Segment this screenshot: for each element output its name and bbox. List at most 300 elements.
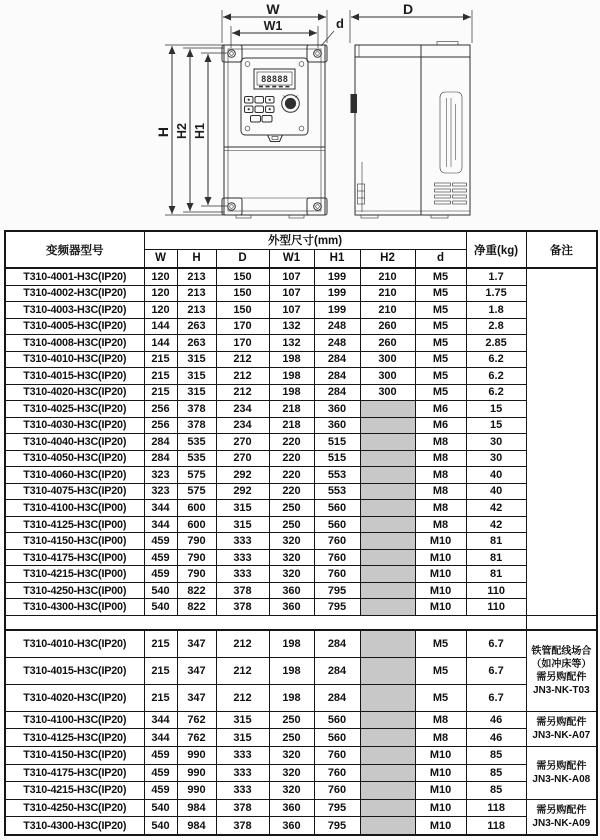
dim-cell: 150: [216, 285, 269, 302]
dim-cell: 320: [269, 746, 314, 764]
dim-cell: 378: [216, 582, 269, 599]
dim-cell: 560: [314, 500, 360, 517]
table-row: [5, 467, 597, 484]
dim-cell: M5: [415, 685, 466, 712]
dim-cell: 575: [177, 483, 216, 500]
dim-cell: 360: [269, 799, 314, 817]
table-row: [5, 764, 597, 782]
model-cell: T310-4008-H3C(IP20): [5, 335, 144, 352]
model-cell: T310-4150-H3C(IP20): [5, 746, 144, 764]
dim-cell: M8: [415, 500, 466, 517]
dim-cell: 110: [466, 599, 526, 616]
table-row: [5, 268, 597, 285]
dim-cell: 46: [466, 729, 526, 747]
model-cell: T310-4002-H3C(IP20): [5, 285, 144, 302]
table-row: [5, 335, 597, 352]
model-cell: T310-4125-H3C(IP00): [5, 516, 144, 533]
mount-tab: [307, 45, 327, 62]
table-row: [5, 549, 597, 566]
dim-cell: [360, 799, 415, 817]
dim-cell: 46: [466, 711, 526, 729]
dim-cell: 760: [314, 746, 360, 764]
dim-cell: 250: [269, 711, 314, 729]
dim-cell: 120: [144, 268, 177, 285]
dimension-table: [4, 230, 598, 836]
model-cell: T310-4010-H3C(IP20): [5, 351, 144, 368]
dim-cell: 333: [216, 764, 269, 782]
dim-cell: [360, 450, 415, 467]
dim-cell: [360, 630, 415, 657]
dim-cell: 220: [269, 467, 314, 484]
dim-cell: M10: [415, 817, 466, 835]
dim-cell: M8: [415, 450, 466, 467]
dim-cell: [360, 817, 415, 835]
model-cell: T310-4003-H3C(IP20): [5, 302, 144, 319]
dim-cell: M5: [415, 384, 466, 401]
model-cell: T310-4040-H3C(IP20): [5, 434, 144, 451]
dim-cell: 459: [144, 782, 177, 800]
dim-cell: [360, 401, 415, 418]
dim-cell: 212: [216, 630, 269, 657]
dim-cell: 270: [216, 434, 269, 451]
dim-cell: 150: [216, 302, 269, 319]
model-cell: T310-4125-H3C(IP20): [5, 729, 144, 747]
table-row: [5, 351, 597, 368]
dim-cell: 459: [144, 533, 177, 550]
mount-tab: [222, 198, 242, 215]
mount-tab: [307, 198, 327, 215]
dim-cell: 333: [216, 549, 269, 566]
dim-cell: 540: [144, 582, 177, 599]
dim-cell: 360: [314, 417, 360, 434]
dim-cell: M6: [415, 417, 466, 434]
dim-cell: [360, 417, 415, 434]
dim-cell: [360, 764, 415, 782]
dim-cell: 81: [466, 533, 526, 550]
dim-cell: 575: [177, 467, 216, 484]
model-cell: T310-4025-H3C(IP20): [5, 401, 144, 418]
model-cell: T310-4250-H3C(IP00): [5, 582, 144, 599]
dim-cell: M8: [415, 434, 466, 451]
dim-cell: 220: [269, 450, 314, 467]
terminal-block: [351, 94, 358, 113]
dim-cell: 760: [314, 782, 360, 800]
dim-cell: 248: [314, 335, 360, 352]
table-row: [5, 566, 597, 583]
model-cell: T310-4100-H3C(IP20): [5, 711, 144, 729]
dim-cell: 198: [269, 630, 314, 657]
model-cell: T310-4005-H3C(IP20): [5, 318, 144, 335]
dim-cell: 344: [144, 516, 177, 533]
dim-cell: 212: [216, 685, 269, 712]
dim-cell: M8: [415, 729, 466, 747]
dim-cell: 256: [144, 401, 177, 418]
dim-cell: 234: [216, 417, 269, 434]
dim-cell: 378: [177, 401, 216, 418]
dim-cell: 990: [177, 746, 216, 764]
dim-cell: 6.2: [466, 384, 526, 401]
table-row: [5, 711, 597, 729]
model-cell: T310-4075-H3C(IP20): [5, 483, 144, 500]
dim-cell: 822: [177, 582, 216, 599]
dim-cell: M8: [415, 516, 466, 533]
dim-cell: 15: [466, 401, 526, 418]
dim-cell: 2.85: [466, 335, 526, 352]
dim-cell: 360: [269, 599, 314, 616]
dim-cell: 760: [314, 533, 360, 550]
dim-cell: 132: [269, 335, 314, 352]
model-cell: T310-4020-H3C(IP20): [5, 685, 144, 712]
dimension-table-body: [5, 268, 597, 835]
table-row: [5, 599, 597, 616]
dim-cell: [360, 729, 415, 747]
dim-cell: M10: [415, 599, 466, 616]
dim-cell: 790: [177, 566, 216, 583]
dim-cell: M10: [415, 799, 466, 817]
dim-cell: 81: [466, 566, 526, 583]
dim-cell: 215: [144, 658, 177, 685]
header-col-d: D: [216, 249, 269, 268]
dim-cell: 220: [269, 483, 314, 500]
dim-cell: 990: [177, 782, 216, 800]
dim-cell: 199: [314, 268, 360, 285]
dim-cell: 795: [314, 799, 360, 817]
dim-cell: 212: [216, 368, 269, 385]
table-row: [5, 318, 597, 335]
dim-cell: 535: [177, 434, 216, 451]
dim-cell: 6.7: [466, 658, 526, 685]
dim-cell: 198: [269, 384, 314, 401]
dim-cell: M10: [415, 533, 466, 550]
table-row: [5, 384, 597, 401]
dim-cell: 170: [216, 318, 269, 335]
dim-cell: 234: [216, 401, 269, 418]
dim-cell: 378: [216, 817, 269, 835]
header-col-h2: H2: [360, 249, 415, 268]
table-row: [5, 746, 597, 764]
table-row: [5, 533, 597, 550]
dim-cell: 270: [216, 450, 269, 467]
header-model: 变频器型号: [5, 231, 144, 268]
dim-cell: 6.7: [466, 630, 526, 657]
dim-cell: 760: [314, 549, 360, 566]
dim-cell: 110: [466, 582, 526, 599]
potentiometer-knob: [282, 95, 300, 113]
table-row: [5, 285, 597, 302]
dim-cell: 795: [314, 582, 360, 599]
dim-cell: [360, 782, 415, 800]
model-cell: T310-4250-H3C(IP20): [5, 799, 144, 817]
dim-cell: [360, 516, 415, 533]
model-cell: T310-4015-H3C(IP20): [5, 368, 144, 385]
model-cell: T310-4001-H3C(IP20): [5, 268, 144, 285]
dim-cell: 459: [144, 566, 177, 583]
table-row: [5, 368, 597, 385]
dim-cell: M5: [415, 368, 466, 385]
dim-cell: 459: [144, 764, 177, 782]
dim-label-d-hole: d: [336, 16, 344, 31]
dim-cell: [360, 685, 415, 712]
dim-cell: 6.2: [466, 368, 526, 385]
dim-label-w: W: [266, 1, 280, 17]
dim-cell: 540: [144, 799, 177, 817]
dim-cell: 199: [314, 302, 360, 319]
dim-cell: M5: [415, 335, 466, 352]
model-cell: T310-4215-H3C(IP20): [5, 782, 144, 800]
dim-cell: 212: [216, 351, 269, 368]
dim-cell: 40: [466, 483, 526, 500]
dim-cell: 256: [144, 417, 177, 434]
model-cell: T310-4300-H3C(IP00): [5, 599, 144, 616]
dim-label-h1: H1: [193, 123, 207, 139]
dim-cell: 762: [177, 711, 216, 729]
dim-cell: [360, 533, 415, 550]
dim-cell: 215: [144, 368, 177, 385]
dim-cell: 323: [144, 483, 177, 500]
dim-cell: [360, 711, 415, 729]
dim-cell: [360, 566, 415, 583]
dim-cell: 284: [144, 450, 177, 467]
dim-cell: 218: [269, 401, 314, 418]
dim-cell: 107: [269, 268, 314, 285]
display-digits: 88888: [260, 75, 289, 85]
dim-cell: 118: [466, 817, 526, 835]
table-row: [5, 630, 597, 657]
header-col-h1: H1: [314, 249, 360, 268]
dim-cell: 263: [177, 335, 216, 352]
vent-slots: [435, 183, 467, 204]
dim-cell: M5: [415, 268, 466, 285]
dim-cell: 144: [144, 335, 177, 352]
table-row: [5, 729, 597, 747]
dim-cell: M10: [415, 746, 466, 764]
dim-cell: 85: [466, 782, 526, 800]
dim-cell: 250: [269, 516, 314, 533]
table-row: [5, 483, 597, 500]
model-cell: T310-4050-H3C(IP20): [5, 450, 144, 467]
dim-cell: 199: [314, 285, 360, 302]
dim-cell: 344: [144, 500, 177, 517]
dim-cell: [360, 582, 415, 599]
remark-cell: [526, 268, 597, 615]
dim-cell: M10: [415, 782, 466, 800]
dim-cell: 600: [177, 516, 216, 533]
dim-cell: 790: [177, 549, 216, 566]
dim-cell: 344: [144, 729, 177, 747]
dim-cell: [360, 483, 415, 500]
dim-cell: 320: [269, 782, 314, 800]
table-row: [5, 434, 597, 451]
table-row: [5, 500, 597, 517]
model-cell: T310-4030-H3C(IP20): [5, 417, 144, 434]
table-row: [5, 302, 597, 319]
dim-cell: 323: [144, 467, 177, 484]
dim-cell: M8: [415, 483, 466, 500]
header-dimensions-group: 外型尺寸(mm): [144, 231, 466, 249]
dim-cell: 144: [144, 318, 177, 335]
dim-cell: 250: [269, 500, 314, 517]
dim-cell: [360, 658, 415, 685]
dim-cell: M5: [415, 285, 466, 302]
dim-cell: 213: [177, 302, 216, 319]
dim-cell: 344: [144, 711, 177, 729]
dim-cell: 6.7: [466, 685, 526, 712]
dim-cell: 333: [216, 566, 269, 583]
dim-cell: 378: [216, 599, 269, 616]
remark-cell: 需另购配件 JN3-NK-A08: [526, 746, 597, 799]
dim-cell: 600: [177, 500, 216, 517]
dim-cell: 198: [269, 658, 314, 685]
dim-cell: 553: [314, 467, 360, 484]
model-cell: T310-4010-H3C(IP20): [5, 630, 144, 657]
dim-cell: M5: [415, 658, 466, 685]
table-row: [5, 658, 597, 685]
model-cell: T310-4015-H3C(IP20): [5, 658, 144, 685]
dim-cell: 85: [466, 746, 526, 764]
dim-cell: 284: [314, 630, 360, 657]
keypad-panel: [241, 58, 308, 142]
dimension-drawing: [0, 0, 600, 228]
dim-cell: 333: [216, 533, 269, 550]
dim-cell: 198: [269, 368, 314, 385]
model-cell: T310-4100-H3C(IP00): [5, 500, 144, 517]
table-row: [5, 782, 597, 800]
dim-cell: 1.7: [466, 268, 526, 285]
dim-cell: 822: [177, 599, 216, 616]
dim-cell: 284: [314, 384, 360, 401]
dim-cell: 107: [269, 285, 314, 302]
dim-cell: 347: [177, 685, 216, 712]
dim-cell: 263: [177, 318, 216, 335]
dim-cell: 315: [177, 384, 216, 401]
dim-cell: 540: [144, 599, 177, 616]
dim-cell: 315: [177, 351, 216, 368]
remark-cell: 需另购配件 JN3-NK-A07: [526, 711, 597, 746]
dim-label-h2: H2: [175, 123, 189, 139]
keypad-buttons: [245, 97, 275, 123]
dim-cell: 378: [216, 799, 269, 817]
dim-cell: M5: [415, 318, 466, 335]
dim-cell: 1.75: [466, 285, 526, 302]
dim-cell: 459: [144, 746, 177, 764]
dim-cell: 215: [144, 384, 177, 401]
dim-cell: 260: [360, 318, 415, 335]
dim-cell: 284: [314, 368, 360, 385]
table-row: [5, 582, 597, 599]
dim-cell: 170: [216, 335, 269, 352]
dim-cell: 459: [144, 549, 177, 566]
dim-cell: 984: [177, 799, 216, 817]
table-row: [5, 799, 597, 817]
dim-cell: 215: [144, 351, 177, 368]
dim-cell: 250: [269, 729, 314, 747]
dim-cell: 984: [177, 817, 216, 835]
dim-cell: 118: [466, 799, 526, 817]
dim-cell: 360: [314, 401, 360, 418]
dim-cell: 213: [177, 268, 216, 285]
model-cell: T310-4175-H3C(IP00): [5, 549, 144, 566]
dim-cell: M10: [415, 549, 466, 566]
dim-cell: 553: [314, 483, 360, 500]
model-cell: T310-4215-H3C(IP00): [5, 566, 144, 583]
dim-cell: 795: [314, 599, 360, 616]
dim-cell: 315: [216, 711, 269, 729]
header-remark: 备注: [526, 231, 597, 268]
dim-cell: 320: [269, 566, 314, 583]
dim-cell: 2.8: [466, 318, 526, 335]
dim-cell: 347: [177, 630, 216, 657]
dim-cell: 560: [314, 729, 360, 747]
dim-cell: 198: [269, 685, 314, 712]
dim-cell: [360, 467, 415, 484]
dim-cell: 762: [177, 729, 216, 747]
dim-cell: 320: [269, 533, 314, 550]
dim-cell: 320: [269, 764, 314, 782]
dim-cell: 212: [216, 384, 269, 401]
dim-cell: 132: [269, 318, 314, 335]
dim-cell: 560: [314, 516, 360, 533]
header-col-dhole: d: [415, 249, 466, 268]
dim-cell: 81: [466, 549, 526, 566]
dim-cell: 42: [466, 516, 526, 533]
dim-cell: 360: [269, 817, 314, 835]
dim-label-w1: W1: [263, 19, 283, 33]
dim-cell: [360, 549, 415, 566]
model-cell: T310-4060-H3C(IP20): [5, 467, 144, 484]
model-cell: T310-4150-H3C(IP00): [5, 533, 144, 550]
mount-tab: [222, 45, 242, 62]
dim-cell: 120: [144, 302, 177, 319]
dim-cell: 30: [466, 450, 526, 467]
dim-cell: M8: [415, 467, 466, 484]
dim-cell: 1.8: [466, 302, 526, 319]
model-cell: T310-4300-H3C(IP20): [5, 817, 144, 835]
header-row-1: [5, 231, 597, 249]
dim-cell: 760: [314, 566, 360, 583]
header-weight: 净重(kg): [466, 231, 526, 268]
dim-cell: 515: [314, 450, 360, 467]
dim-cell: 315: [216, 500, 269, 517]
dim-cell: 300: [360, 368, 415, 385]
dim-cell: 284: [314, 658, 360, 685]
dim-cell: 284: [314, 351, 360, 368]
separator-remark-cell: [526, 615, 597, 630]
dim-cell: 210: [360, 285, 415, 302]
remark-cell: 铁管配线场合 （如冲床等） 需另购配件 JN3-NK-T03: [526, 630, 597, 711]
dim-cell: 320: [269, 549, 314, 566]
dim-cell: M8: [415, 711, 466, 729]
dim-cell: 210: [360, 268, 415, 285]
dim-cell: 284: [314, 685, 360, 712]
dim-cell: M5: [415, 302, 466, 319]
dim-cell: 220: [269, 434, 314, 451]
dim-cell: 212: [216, 658, 269, 685]
table-row: [5, 401, 597, 418]
dim-cell: 198: [269, 351, 314, 368]
dim-cell: 248: [314, 318, 360, 335]
dim-cell: [360, 599, 415, 616]
header-col-w: W: [144, 249, 177, 268]
dim-cell: 760: [314, 764, 360, 782]
dim-cell: 315: [177, 368, 216, 385]
dim-cell: 540: [144, 817, 177, 835]
dim-cell: 30: [466, 434, 526, 451]
dim-cell: 333: [216, 746, 269, 764]
dim-cell: 215: [144, 685, 177, 712]
dim-cell: 292: [216, 483, 269, 500]
dim-cell: 347: [177, 658, 216, 685]
dim-cell: M6: [415, 401, 466, 418]
